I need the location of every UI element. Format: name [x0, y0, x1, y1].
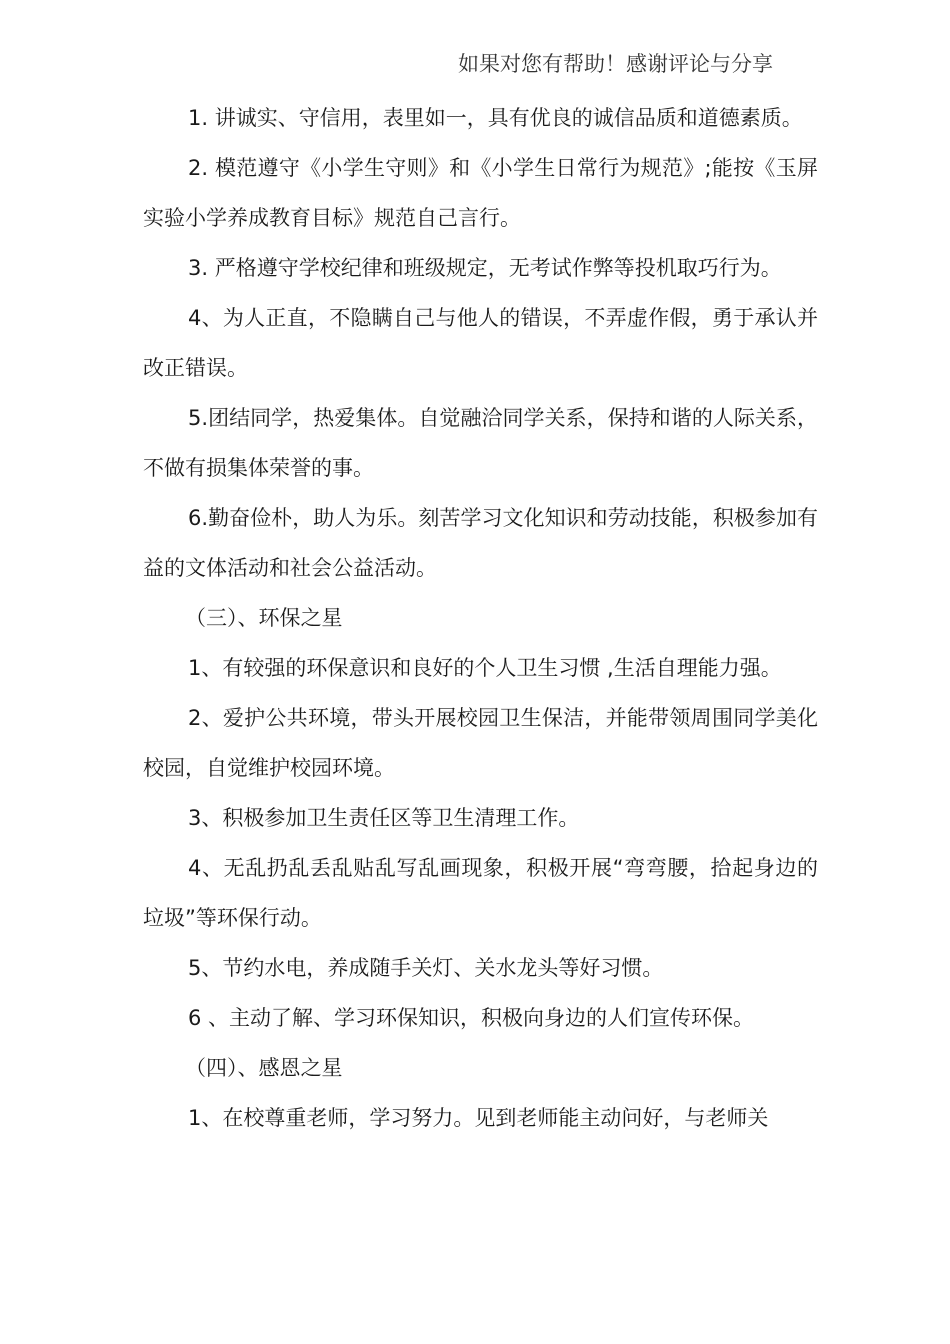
- paragraph-honesty-3: 3. 严格遵守学校纪律和班级规定，无考试作弊等投机取巧行为。: [188, 256, 782, 280]
- section-heading-eco-star: （三）、环保之星: [185, 606, 343, 630]
- paragraph-eco-4: 4、无乱扔乱丢乱贴乱写乱画现象，积极开展“弯弯腰，拾起身边的垃圾”等环保行动。: [143, 856, 818, 930]
- paragraph-eco-3: 3、积极参加卫生责任区等卫生清理工作。: [188, 806, 580, 830]
- paragraph-honesty-2: 2. 模范遵守《小学生守则》和《小学生日常行为规范》;能按《玉屏实验小学养成教育目标》规范自己言行。: [143, 156, 818, 230]
- paragraph-honesty-6: 6.勤奋俭朴，助人为乐。刻苦学习文化知识和劳动技能，积极参加有益的文体活动和社会公益活动。: [143, 506, 818, 580]
- paragraph-eco-2: 2、爱护公共环境，带头开展校园卫生保洁，并能带领周围同学美化校园，自觉维护校园环境。: [143, 706, 818, 780]
- paragraph-honesty-5: 5.团结同学，热爱集体。自觉融洽同学关系，保持和谐的人际关系，不做有损集体荣誉的事。: [143, 406, 818, 480]
- paragraph-eco-6: 6 、主动了解、学习环保知识，积极向身边的人们宣传环保。: [188, 1006, 755, 1030]
- section-heading-gratitude-star: （四）、感恩之星: [185, 1056, 343, 1080]
- paragraph-eco-5: 5、节约水电，养成随手关灯、关水龙头等好习惯。: [188, 956, 664, 980]
- header-note: 如果对您有帮助！感谢评论与分享: [458, 52, 773, 76]
- paragraph-honesty-1: 1. 讲诚实、守信用，表里如一，具有优良的诚信品质和道德素质。: [188, 106, 803, 130]
- document-body: [143, 93, 818, 1143]
- paragraph-gratitude-1: 1、在校尊重老师，学习努力。见到老师能主动问好，与老师关: [188, 1106, 769, 1130]
- paragraph-eco-1: 1、有较强的环保意识和良好的个人卫生习惯 ,生活自理能力强。: [188, 656, 782, 680]
- paragraph-honesty-4: 4、为人正直，不隐瞒自己与他人的错误，不弄虚作假，勇于承认并改正错误。: [143, 306, 818, 380]
